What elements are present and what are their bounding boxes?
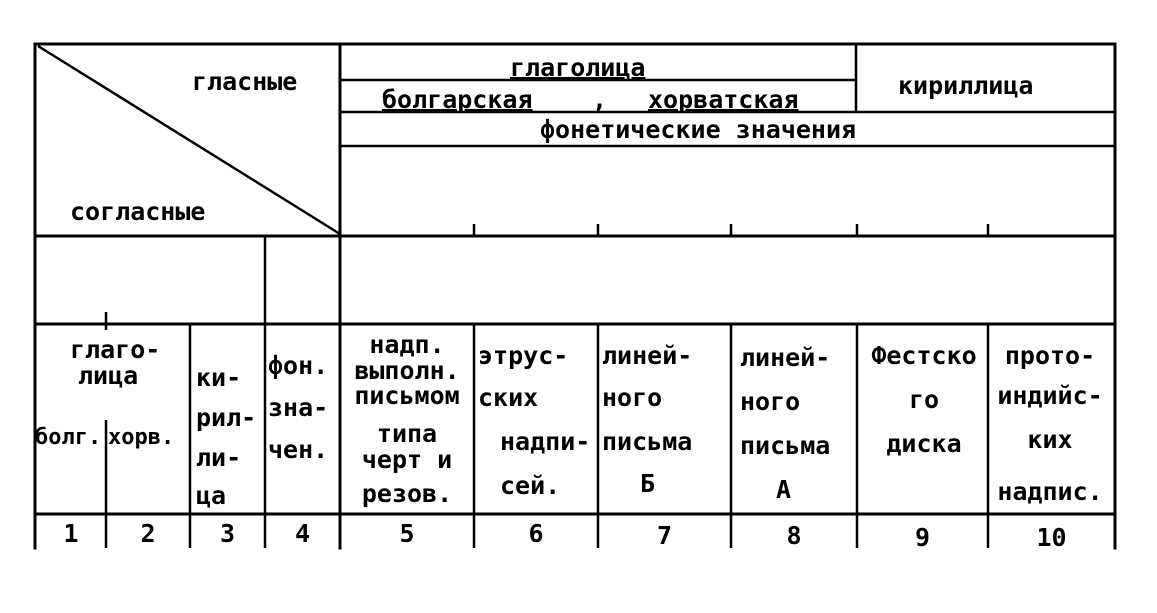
col-8-line: А <box>776 475 792 504</box>
col-number-4: 4 <box>294 519 311 548</box>
col-number-8: 8 <box>786 521 802 550</box>
glagolitic-label: глаголица <box>510 53 646 82</box>
col-6-line: надпи- <box>500 427 591 456</box>
cyrillic-label: кириллица <box>898 71 1034 100</box>
col-8-line: ного <box>740 387 801 416</box>
col-5-line: черт и <box>361 445 453 474</box>
col-number-9: 9 <box>914 523 931 552</box>
consonants-label: согласные <box>70 197 206 226</box>
col-7-line: линей- <box>602 341 693 370</box>
col-10-line: индийс- <box>997 381 1103 410</box>
col-number-7: 7 <box>656 521 673 550</box>
croatian-label: хорватская <box>648 85 799 114</box>
col-8-line: линей- <box>740 343 831 372</box>
col-number-2: 2 <box>140 519 156 548</box>
col-number-6: 6 <box>528 519 544 548</box>
glagolitic-col-line1: глаго- <box>70 335 161 364</box>
col-5-line: резов. <box>361 479 453 508</box>
col-4-line: фон. <box>268 351 329 380</box>
col-5-line: типа <box>376 419 438 448</box>
col-number-5: 5 <box>399 519 415 548</box>
comma-label: , <box>592 85 608 114</box>
col-5-line: надп. <box>369 330 445 359</box>
col-6-line: сей. <box>500 471 561 500</box>
col-7-line: Б <box>640 469 656 498</box>
col-9-line: Фестско <box>871 341 977 370</box>
col-5-line: выполн. <box>354 356 460 385</box>
glagolitic-croatian: хорв. <box>108 425 175 450</box>
col-5-line: письмом <box>354 381 460 410</box>
col-4-line: чен. <box>268 435 329 464</box>
col-6-line: этрус- <box>478 341 569 370</box>
col-6-line: ских <box>478 383 539 412</box>
col-7-line: письма <box>602 427 693 456</box>
phonetic-values-label: фонетические значения <box>540 115 857 144</box>
col-10-line: ких <box>1027 425 1073 454</box>
col-7-line: ного <box>602 383 663 412</box>
col-number-10: 10 <box>1036 523 1067 552</box>
col-number-1: 1 <box>63 519 79 548</box>
col-8-line: письма <box>740 431 831 460</box>
col-3-line: ли- <box>196 443 242 472</box>
bulgarian-label: болгарская <box>382 85 533 114</box>
glagolitic-col-line2: лица <box>78 361 139 390</box>
col-3-line: ца <box>196 481 227 510</box>
col-3-line: ки- <box>196 363 242 392</box>
col-10-line: прото- <box>1004 341 1096 370</box>
col-10-line: надпис. <box>997 477 1103 506</box>
col-4-line: зна- <box>268 393 329 422</box>
vowels-label: гласные <box>192 67 298 96</box>
glagolitic-bulgarian: болг. <box>35 425 102 450</box>
col-number-3: 3 <box>219 519 236 548</box>
col-9-line: диска <box>886 429 962 458</box>
col-9-line: го <box>908 385 940 414</box>
col-3-line: рил- <box>196 403 257 432</box>
